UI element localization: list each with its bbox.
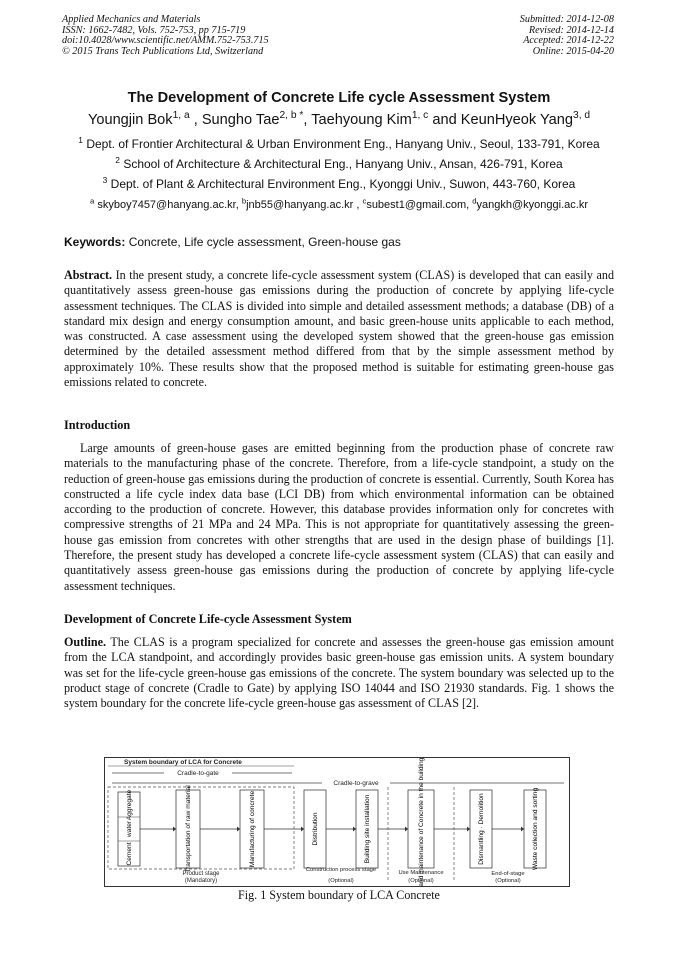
abstract [64,268,614,390]
copyright-line: © 2015 Trans Tech Publications Ltd, Switzerland [62,45,264,57]
affiliation-text: Dept. of Plant & Architectural Environment Eng., Kyonggi Univ., Suwon, 443-760, Korea [110,177,576,191]
revised-date: Revised: 2014-12-14 [528,24,614,36]
abstract-text: In the present study, a concrete life-cycle assessment system (CLAS) is developed that can easily and quantitatively assess green-house gas emissions during the production of concrete by applying life-cycle assessment techniques. The CLAS is divided into simple and detailed assessment methods; a database (DB) of a standard mix design and energy consumption amount, and basic green-house units applicable to each method, was constructed. A case assessment using the developed system showed that the green-house gas emission determined by the detailed assessment method differed from that by the simple assessment method by approximately 10%. These results show that the proposed method is suitable for estimating green-house gas emissions related to concrete. [64,268,614,390]
online-date: Online: 2015-04-20 [532,45,614,57]
doi-line: doi:10.4028/www.scientific.net/AMM.752-753.715 [62,35,269,47]
section-heading-development: Development of Concrete Life-cycle Assessment System [64,612,352,626]
affiliation [0,177,678,191]
stage-product-note: (Mandatory) [184,878,218,884]
email-address[interactable]: yangkh@kyonggi.ac.kr [476,199,588,211]
stage-end-note: (Optional) [495,878,521,884]
author-separator: and [428,112,461,128]
box-use-maintenance-label: Use and maintenance of Concrete in the building [418,757,425,887]
box-site-installation-label: Building site installation [364,794,371,864]
box-distribution-label: Distribution [312,812,319,846]
email-sup: a [90,196,95,206]
material-cement: Cement [126,842,133,866]
cradle-to-grave-label: Cradle-to-grave [333,780,379,787]
affiliation-text: School of Architecture & Architectural Eng., Hanyang Univ., Ansan, 426-791, Korea [123,157,563,171]
author-name: Taehyoung Kim [311,112,412,128]
box-dismantling-label: Dismantling · Demolition [478,793,485,865]
journal-name: Applied Mechanics and Materials [62,14,201,25]
affiliation-number: 1 [78,135,83,145]
outline-text: The CLAS is a program specialized for concrete and assesses the green-house gas emission amount from the LCA standpoint, and accordingly provides basic green-house gas emission units. A system boundary was set for the life-cycle green-house gas emissions of the concrete. The system boundary was selected up to the product stage of concrete (Cradle to Gate) by applying ISO 14044 and ISO 21930 standards. Fig. 1 shows the system boundary for the concrete life-cycle green-house gas assessment of CLAS [2]. [64,635,615,711]
author-sup: 3, d [573,110,591,122]
section-heading-introduction: Introduction [64,418,131,432]
email-sup: d [472,196,477,206]
cradle-to-gate-label: Cradle-to-gate [177,770,219,777]
affiliation [0,137,678,151]
email-sup: b [241,196,247,206]
author-separator: , [189,112,202,128]
stage-use-name: Use Maintenance [398,870,444,876]
outline-paragraph [64,635,614,711]
figure-caption: Fig. 1 System boundary of LCA Concrete [238,888,440,902]
affiliation-number: 2 [115,155,120,165]
abstract-label: Abstract. [64,268,113,282]
stage-construction-note: (Optional) [328,878,354,884]
boundary-title: System boundary of LCA for Concrete [124,759,242,766]
accepted-date: Accepted: 2014-12-22 [523,35,614,47]
material-aggregate: Aggregate [126,789,133,821]
submitted-date: Submitted: 2014-12-08 [519,14,614,25]
affiliation-number: 3 [102,175,108,185]
journal-header-right [520,15,614,57]
author-separator: , [303,112,312,128]
email-address[interactable]: jnb55@hanyang.ac.kr , [246,199,360,211]
keywords-label: Keywords: [64,235,126,249]
stage-end-name: End-of-stage [491,871,525,877]
author-name: Sungho Tae [201,112,280,128]
author-sup: 1, a [172,110,190,122]
affiliation [0,157,678,171]
system-boundary-diagram [104,757,570,887]
email-address[interactable]: subest1@gmail.com, [366,199,470,211]
box-manufacturing-label: Manufacturing of concrete [249,790,256,868]
author-name: KeunHyeok Yang [460,112,574,128]
keywords [64,235,401,249]
author-sup: 1, c [411,110,429,122]
keywords-text: Concrete, Life cycle assessment, Green-house gas [128,235,401,249]
email-address[interactable]: skyboy7457@hanyang.ac.kr, [97,199,239,211]
paper-title: The Development of Concrete Life cycle Assessment System [127,90,551,106]
author-list [0,112,678,128]
stage-product-name: Product stage [182,871,220,877]
journal-header-left [62,15,269,57]
author-sup: 2, b * [279,110,304,122]
email-sup: c [362,196,367,206]
box-transportation-label: Transportation of raw material [185,785,192,873]
outline-label: Outline. [64,635,106,649]
box-waste-collection-label: Waste collection and sorting [532,787,539,871]
stage-use-note: (Optional) [408,878,434,884]
email-list [0,196,678,211]
issn-line: ISSN: 1662-7482, Vols. 752-753, pp 715-719 [62,24,246,36]
figure-system-boundary [104,757,570,887]
introduction-paragraph: Large amounts of green-house gases are emitted beginning from the production phase of concrete raw materials to the manufacturing phase of the concrete. Therefore, from a life-cycle standpoint, a study on the reduction of green-house gas emissions during the production of concrete is essential. Currently, South Korea has constructed a life cycle index data base (LCI DB) from which environmental information can be obtained according to the production of concrete. However, this database provides information only for concretes with compressive strengths of 21 MPa and 24 MPa. This is not appropriate for quantitatively assessing the green-house gas emission from concretes with other strengths that are used in the design phase of buildings [1]. Therefore, the present study has developed a concrete life-cycle assessment system (CLAS) that can easily and quantitatively assess green-house gas emissions during the production of concrete by applying life-cycle assessment techniques. [64,441,614,593]
stage-construction-name: Construction process stage [305,867,377,873]
author-name: Youngjin Bok [87,112,173,128]
affiliation-text: Dept. of Frontier Architectural & Urban Environment Eng., Hanyang Univ., Seoul, 133-791, Korea [86,137,600,151]
material-water: water [126,820,133,838]
